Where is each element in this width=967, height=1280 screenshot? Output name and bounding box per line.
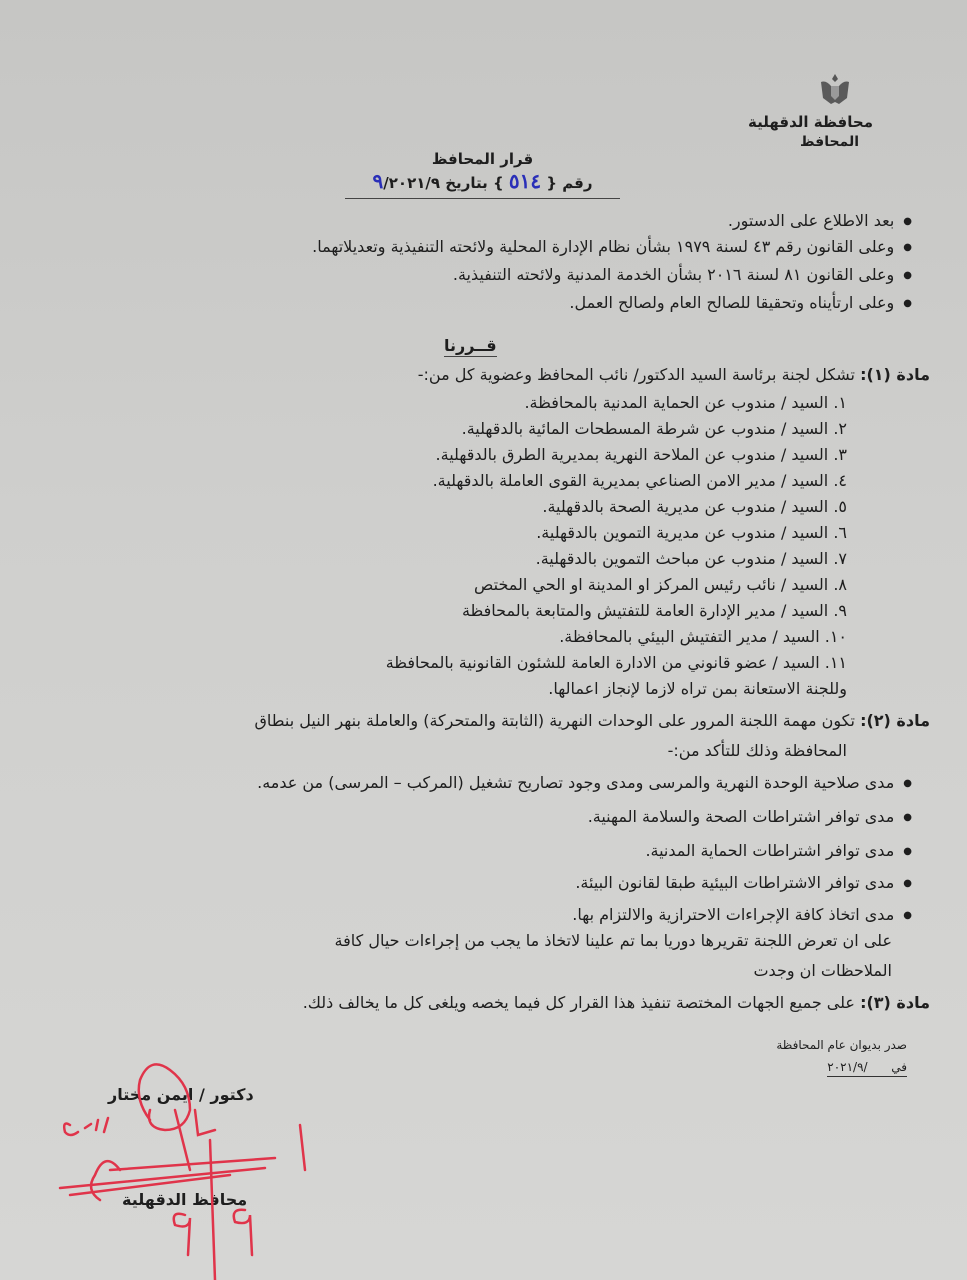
- check-item: ● مدى توافر اشتراطات الصحة والسلامة المهنية.: [588, 806, 912, 831]
- signatory-name: دكتور / ايمن مختار: [108, 1085, 254, 1104]
- member-item: ٤. السيد / مدير الامن الصناعي بمديرية القوى العاملة بالدقهلية.: [432, 471, 847, 490]
- article-1-text: تشكل لجنة برئاسة السيد الدكتور/ نائب المحافظ وعضوية كل من:-: [417, 365, 855, 384]
- article-3-label: مادة (٣):: [860, 993, 930, 1012]
- member-item: ٧. السيد / مندوب عن مباحث التموين بالدقهلية.: [535, 549, 847, 568]
- signature-ink-color: [230, 1075, 231, 1076]
- signatory-title: محافظ الدقهلية: [122, 1190, 248, 1209]
- decree-number: ٥١٤: [508, 169, 542, 193]
- member-item: ١٠. السيد / مدير التفتيش البيئي بالمحافظة.: [559, 627, 847, 646]
- member-item: ١. السيد / مندوب عن الحماية المدنية بالمحافظة.: [524, 393, 847, 412]
- member-item: ٢. السيد / مندوب عن شرطة المسطحات المائية بالدقهلية.: [461, 419, 847, 438]
- article-2-text: تكون مهمة اللجنة المرور على الوحدات النهرية (الثابتة والمتحركة) والعاملة بنهر النيل بنطاق: [254, 711, 855, 730]
- check-item: ● مدى توافر الاشتراطات البيئية طبقا لقانون البيئة.: [575, 872, 912, 897]
- egypt-eagle-emblem-icon: [818, 72, 852, 108]
- member-item: ٥. السيد / مندوب عن مديرية الصحة بالدقهلية.: [542, 497, 847, 516]
- number-prefix: رقم {: [546, 174, 593, 192]
- office-name: المحافظ: [800, 134, 859, 150]
- issued-date: /٢٠٢١/٩: [827, 1060, 868, 1074]
- preamble-item: ● وعلى القانون رقم ٤٣ لسنة ١٩٧٩ بشأن نظام الإدارة المحلية ولائحته التنفيذية وتعديلاتهما.: [312, 236, 912, 261]
- issued-in: في: [891, 1060, 907, 1074]
- article-2-intro: [255, 710, 931, 732]
- article-1-intro: [418, 364, 930, 386]
- article-2-closing: على ان تعرض اللجنة تقريرها دوريا بما تم علينا لاتخاذ ما يجب من إجراءات حيال كافة: [334, 931, 892, 950]
- preamble-item: ● وعلى ارتأيناه وتحقيقا للصالح العام ولصالح العمل.: [569, 292, 912, 317]
- article-3: [303, 992, 930, 1014]
- check-item: ● مدى صلاحية الوحدة النهرية والمرسى ومدى وجود تصاريح تشغيل (المركب – المرسى) من عدمه.: [257, 772, 912, 797]
- decision-heading: قــررنا: [444, 336, 497, 355]
- member-item: ٩. السيد / مدير الإدارة العامة للتفتيش والمتابعة بالمحافظة: [461, 601, 847, 620]
- member-item: ٣. السيد / مندوب عن الملاحة النهرية بمديرية الطرق بالدقهلية.: [435, 445, 847, 464]
- governorate-name: محافظة الدقهلية: [748, 113, 873, 131]
- preamble-item: ● بعد الاطلاع على الدستور.: [728, 210, 912, 235]
- issued-line: صدر بديوان عام المحافظة: [776, 1038, 907, 1052]
- check-item: ● مدى اتخاذ كافة الإجراءات الاحترازية والالتزام بها.: [572, 904, 912, 929]
- article-1-label: مادة (١):: [860, 365, 930, 384]
- handwritten-signature-icon: [40, 1050, 320, 1280]
- check-item: ● مدى توافر اشتراطات الحماية المدنية.: [645, 840, 912, 865]
- decree-number-line: [345, 170, 620, 199]
- preamble-item: ● وعلى القانون ٨١ لسنة ٢٠١٦ بشأن الخدمة المدنية ولائحته التنفيذية.: [453, 264, 912, 289]
- member-item: ٦. السيد / مندوب عن مديرية التموين بالدقهلية.: [536, 523, 847, 542]
- date-handwritten-day: ٩: [372, 169, 384, 193]
- article-1-closing: وللجنة الاستعانة بمن تراه لازما لإنجاز اعمالها.: [548, 679, 847, 698]
- member-item: ٨. السيد / نائب رئيس المركز او المدينة او الحي المختص: [474, 575, 847, 594]
- issued-date-line: [827, 1058, 907, 1077]
- decree-title: قرار المحافظ: [431, 150, 534, 168]
- article-3-text: على جميع الجهات المختصة تنفيذ هذا القرار كل فيما يخصه ويلغى كل ما يخالف ذلك.: [302, 993, 855, 1012]
- number-suffix: } بتاريخ: [445, 174, 504, 192]
- decree-title-block: [345, 148, 620, 199]
- article-2-closing-cont: الملاحظات ان وجدت: [753, 961, 892, 980]
- member-item: ١١. السيد / عضو قانوني من الادارة العامة للشئون القانونية بالمحافظة: [385, 653, 847, 672]
- article-2-text-cont: المحافظة وذلك للتأكد من:-: [667, 741, 847, 760]
- article-2-label: مادة (٢):: [860, 711, 930, 730]
- date-printed: /٢٠٢١/٩: [383, 174, 441, 192]
